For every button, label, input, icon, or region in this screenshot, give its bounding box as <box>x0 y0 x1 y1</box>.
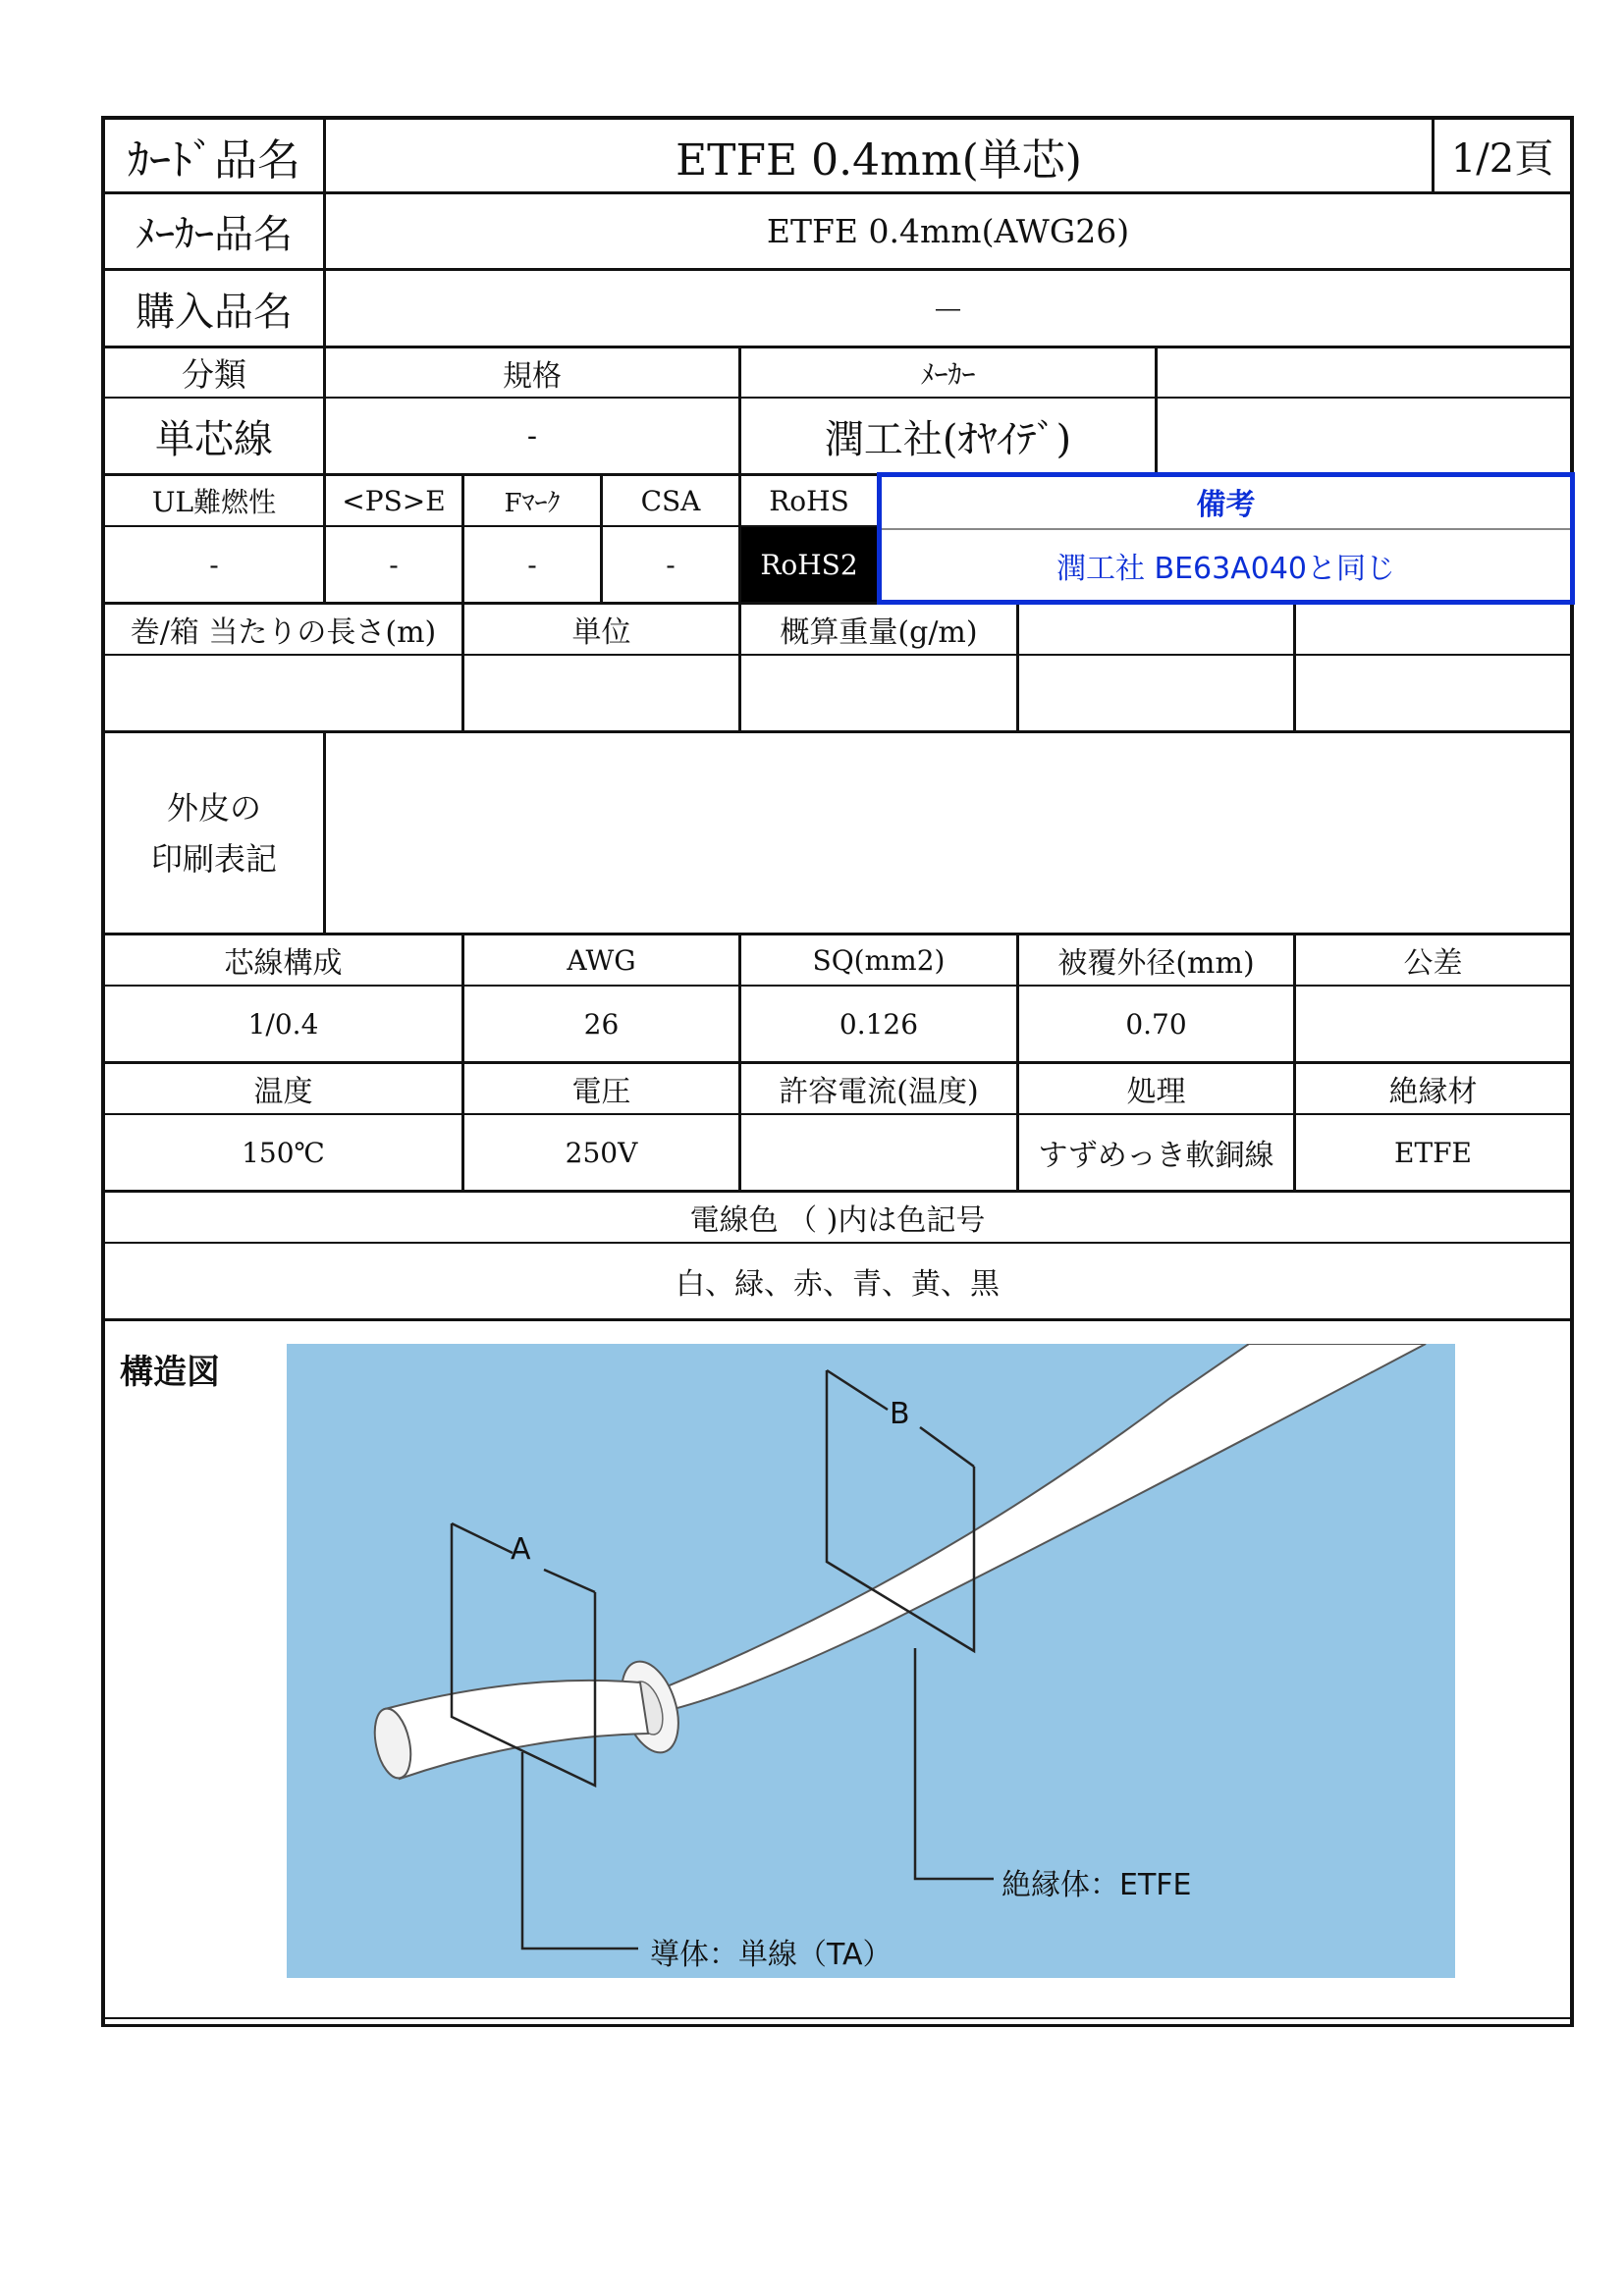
voltage-value: 250V <box>565 1136 638 1169</box>
page-number: 1/2頁 <box>1450 136 1554 182</box>
sq-value: 0.126 <box>839 1007 919 1041</box>
purchase-name-label: 購入品名 <box>135 289 293 335</box>
awg-value: 26 <box>583 1007 620 1041</box>
allowable-current-value <box>741 1115 1016 1190</box>
sq-label: SQ(mm2) <box>812 943 946 977</box>
csa-label: CSA <box>640 484 701 517</box>
insulation-label: 絶縁体：ETFE <box>1001 1868 1192 1902</box>
outer-diameter-label: 被覆外径(mm) <box>1057 946 1255 981</box>
awg-label: AWG <box>567 943 636 977</box>
standard-value: - <box>526 418 538 454</box>
unit-label: 単位 <box>571 615 631 650</box>
conductor-label: 導体：単線（TA） <box>650 1938 893 1972</box>
print-label-line1: 外皮の <box>166 788 261 827</box>
card-name-value: ETFE 0.4mm(単芯) <box>676 134 1082 186</box>
conductor-wire <box>385 1681 648 1779</box>
card-name-label: ｶｰﾄﾞ品名 <box>128 134 300 186</box>
voltage-label: 電圧 <box>571 1075 631 1109</box>
marker-a: A <box>511 1532 531 1567</box>
wire-illustration <box>287 1344 1455 1978</box>
maker-value: 潤工社(ｵﾔｲﾃﾞ) <box>824 416 1072 462</box>
frame-bottom <box>101 2024 1574 2027</box>
rule <box>1293 602 1296 733</box>
frame-bottom <box>101 2017 1574 2019</box>
standard-label: 規格 <box>503 358 562 394</box>
approx-weight-label: 概算重量(g/m) <box>780 615 978 650</box>
wire-color-label: 電線色 （ )内は色記号 <box>689 1203 986 1238</box>
classification-label: 分類 <box>182 355 246 394</box>
maker-name-label: ﾒｰｶｰ品名 <box>135 212 293 257</box>
f-mark-label: Fﾏｰｸ <box>504 488 561 518</box>
frame-right <box>1570 116 1574 2027</box>
allowable-current-label: 許容電流(温度) <box>779 1075 979 1109</box>
classification-value: 単芯線 <box>155 416 273 462</box>
temperature-value: 150℃ <box>242 1136 325 1169</box>
rule <box>101 654 1574 656</box>
strand-config-label: 芯線構成 <box>224 946 343 981</box>
strand-config-value: 1/0.4 <box>247 1007 319 1041</box>
length-per-reel-label: 巻/箱 当たりの長さ(m) <box>130 615 437 650</box>
marker-b: B <box>890 1397 910 1431</box>
tolerance-label: 公差 <box>1403 946 1463 981</box>
wire-color-value: 白、緑、赤、青、黄、黒 <box>676 1267 1000 1302</box>
remarks-value: 潤工社 BE63A040と同じ <box>1056 552 1396 586</box>
maker-name-value: ETFE 0.4mm(AWG26) <box>766 212 1130 250</box>
pse-value: - <box>389 548 399 581</box>
temperature-label: 温度 <box>253 1075 313 1109</box>
rohs-value: RoHS2 <box>741 527 877 602</box>
diagram-title: 構造図 <box>120 1353 220 1392</box>
rule <box>101 1318 1574 1321</box>
purchase-name-value: － <box>932 291 964 330</box>
conductor-leader <box>522 1752 638 1949</box>
rule <box>323 730 326 935</box>
treatment-value: すずめっき軟銅線 <box>1038 1139 1274 1173</box>
insulation-material-label: 絶縁材 <box>1388 1075 1478 1109</box>
rule <box>1016 602 1019 733</box>
insulation-tube <box>635 1344 1426 1709</box>
ul-flame-label: UL難燃性 <box>151 486 277 518</box>
tolerance-value <box>1296 987 1570 1061</box>
ul-flame-value: - <box>209 548 219 581</box>
structure-diagram <box>287 1344 1455 1978</box>
remarks-box <box>877 472 1575 605</box>
csa-value: - <box>666 548 676 581</box>
rule <box>1155 346 1158 475</box>
pse-label: <PS>E <box>342 484 446 517</box>
rohs-label: RoHS <box>769 484 849 517</box>
f-mark-value: - <box>527 548 537 581</box>
remarks-label: 備考 <box>1196 488 1256 522</box>
insulation-material-value: ETFE <box>1394 1136 1472 1169</box>
print-label-line2: 印刷表記 <box>150 839 277 878</box>
outer-diameter-value: 0.70 <box>1125 1007 1187 1041</box>
maker-label: ﾒｰｶｰ <box>920 357 976 391</box>
treatment-label: 処理 <box>1126 1075 1186 1109</box>
insulation-leader <box>915 1648 994 1879</box>
print-marking-label <box>105 733 323 933</box>
